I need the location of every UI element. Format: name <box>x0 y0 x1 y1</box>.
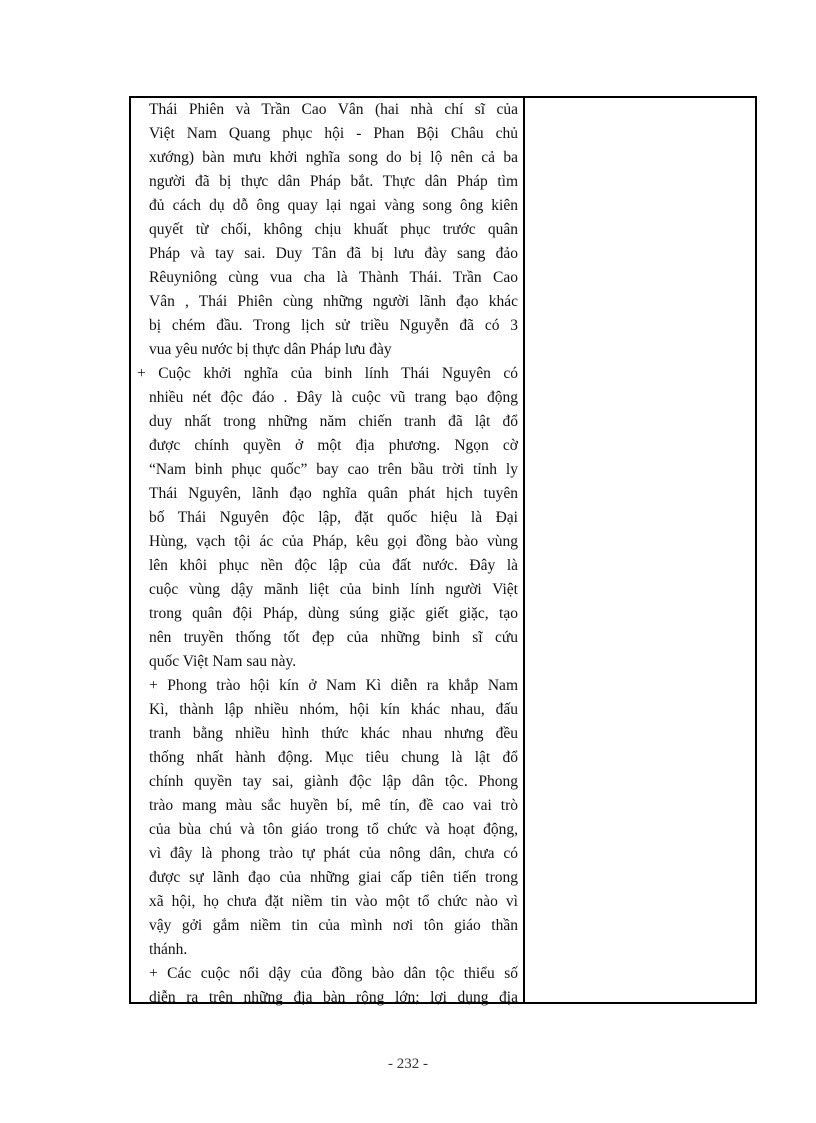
text-line: Vân , Thái Phiên cùng những người lãnh đạo khác <box>149 293 518 310</box>
paragraph-duy-tan <box>137 98 518 362</box>
text-line: vì đây là phong trào tự phát của nông dân, chưa có <box>149 845 518 862</box>
page-number: - 232 - <box>388 1056 428 1072</box>
text-line: tranh bằng nhiều hình thức khác nhau nhưng đều <box>149 725 518 742</box>
text-line: cuộc vùng dậy mãnh liệt của binh lính người Việt <box>149 581 518 598</box>
text-line: diễn ra trên những địa bàn rộng lớn; lợi dụng địa <box>149 989 518 1006</box>
text-line: chính quyền tay sai, giành độc lập dân tộc. Phong <box>149 773 518 790</box>
text-line: Việt Nam Quang phục hội - Phan Bội Châu chủ <box>149 125 518 142</box>
text-line: trào mang màu sắc huyền bí, mê tín, đề cao vai trò <box>149 797 518 814</box>
text-line: “Nam binh phục quốc” bay cao trên bầu trời tỉnh ly <box>149 461 518 478</box>
text-line: Hùng, vạch tội ác của Pháp, kêu gọi đồng bào vùng <box>149 533 518 550</box>
paragraph-hoi-kin <box>137 674 518 962</box>
text-line: của bùa chú và tôn giáo trong tổ chức và hoạt động, <box>149 821 518 838</box>
text-line: nên truyền thống tốt đẹp của những binh sĩ cứu <box>149 629 518 646</box>
text-line: vậy gởi gắm niềm tin của mình nơi tôn giáo thần <box>149 917 518 934</box>
text-line: quốc Việt Nam sau này. <box>149 653 297 670</box>
text-line: bị chém đầu. Trong lịch sử triều Nguyễn đã có 3 <box>149 317 518 334</box>
text-line: Pháp và tay sai. Duy Tân đã bị lưu đày sang đảo <box>149 245 518 262</box>
text-line: người đã bị thực dân Pháp bắt. Thực dân Pháp tìm <box>149 173 518 190</box>
text-line: được sự lãnh đạo của những giai cấp tiên tiến trong <box>149 869 518 886</box>
text-line: Thái Phiên và Trần Cao Vân (hai nhà chí sĩ của <box>149 101 518 118</box>
text-line: thống nhất hành động. Mục tiêu chung là lật đổ <box>149 749 518 766</box>
text-line: lên khôi phục nền độc lập của đất nước. Đây là <box>149 557 518 574</box>
text-line: vua yêu nước bị thực dân Pháp lưu đày <box>149 341 392 358</box>
text-line: xã hội, họ chưa đặt niềm tin vào một tổ chức nào vì <box>149 893 518 910</box>
text-line: thánh. <box>149 941 188 958</box>
text-line: đủ cách dụ dỗ ông quay lại ngai vàng song ông kiên <box>149 197 518 214</box>
content-table <box>129 96 757 1004</box>
text-line: Rêuyniông cùng vua cha là Thành Thái. Trần Cao <box>149 269 518 286</box>
table-left-column <box>131 98 525 1006</box>
text-line: + Phong trào hội kín ở Nam Kì diễn ra khắp Nam <box>149 677 518 694</box>
text-line: trong quân đội Pháp, dùng súng giặc giết giặc, tạo <box>149 605 518 622</box>
text-line: + Cuộc khởi nghĩa của binh lính Thái Nguyên có <box>137 365 518 382</box>
text-line: quyết từ chối, không chịu khuất phục trước quân <box>149 221 518 238</box>
text-line: xướng) bàn mưu khởi nghĩa song do bị lộ nên cả ba <box>149 149 518 166</box>
paragraph-dan-toc-thieu-so <box>137 962 518 1010</box>
paragraph-thai-nguyen <box>137 362 518 674</box>
text-line: nhiều nét độc đáo . Đây là cuộc vũ trang bạo động <box>149 389 518 406</box>
text-line: Thái Nguyên, lãnh đạo nghĩa quân phát hịch tuyên <box>149 485 518 502</box>
text-line: + Các cuộc nổi dậy của đồng bào dân tộc thiểu số <box>149 965 518 982</box>
text-line: duy nhất trong những năm chiến tranh đã lật đổ <box>149 413 518 430</box>
table-right-column <box>525 98 755 1002</box>
text-line: Kì, thành lập nhiều nhóm, hội kín khác nhau, đấu <box>149 701 518 718</box>
text-line: được chính quyền ở một địa phương. Ngọn cờ <box>149 437 518 454</box>
text-line: bố Thái Nguyên độc lập, đặt quốc hiệu là Đại <box>149 509 518 526</box>
